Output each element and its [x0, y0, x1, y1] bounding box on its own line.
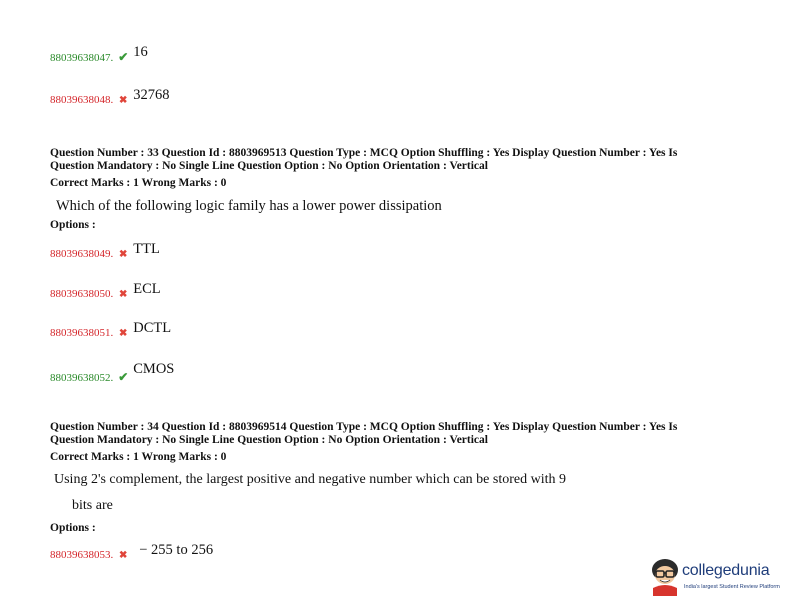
option-row: [50, 241, 160, 262]
collegedunia-logo: [648, 556, 788, 600]
check-icon: ✔: [118, 370, 129, 384]
mascot-icon: [648, 556, 682, 596]
option-id: 88039638051.: [50, 327, 114, 339]
cross-icon: ✖: [119, 289, 128, 300]
question-text: Which of the following logic family has a lower power dissipation: [56, 198, 442, 214]
logo-tagline: India's largest Student Review Platform: [684, 584, 780, 590]
meta-line: Question Number : 34 Question Id : 8803969514 Question Type : MCQ Option Shuffling : Yes Display Question Number : Yes Is: [50, 421, 678, 433]
option-id: 88039638047.: [50, 52, 114, 64]
option-id: 88039638048.: [50, 94, 114, 106]
options-label: Options :: [50, 522, 96, 534]
question-text: Using 2's complement, the largest positive and negative number which can be stored with 9: [54, 472, 566, 487]
option-text: TTL: [133, 241, 160, 257]
marks-line: Correct Marks : 1 Wrong Marks : 0: [50, 177, 227, 189]
option-id: 88039638049.: [50, 248, 114, 260]
options-label: Options :: [50, 219, 96, 231]
cross-icon: ✖: [119, 328, 128, 339]
cross-icon: ✖: [119, 249, 128, 260]
option-row: [50, 87, 170, 108]
option-id: 88039638052.: [50, 372, 114, 384]
cross-icon: ✖: [119, 550, 128, 561]
meta-line: Question Mandatory : No Single Line Question Option : No Option Orientation : Vertical: [50, 160, 488, 172]
marks-line: Correct Marks : 1 Wrong Marks : 0: [50, 451, 227, 463]
option-text: 16: [133, 44, 148, 60]
option-row: [50, 320, 172, 341]
cross-icon: ✖: [119, 95, 128, 106]
question-text: bits are: [72, 498, 113, 513]
option-row: [50, 44, 148, 66]
logo-name: collegedunia: [682, 562, 770, 579]
option-text: − 255 to 256: [139, 542, 214, 558]
option-text: DCTL: [133, 320, 172, 336]
question-meta: [50, 147, 677, 173]
option-text: ECL: [133, 281, 161, 297]
option-text: CMOS: [133, 361, 175, 377]
option-row: [50, 361, 175, 386]
option-text: 32768: [133, 87, 170, 103]
meta-line: Question Mandatory : No Single Line Question Option : No Option Orientation : Vertical: [50, 434, 488, 446]
option-row: [50, 542, 214, 563]
option-id: 88039638050.: [50, 288, 114, 300]
option-row: [50, 281, 161, 302]
question-meta: [50, 421, 677, 447]
meta-line: Question Number : 33 Question Id : 8803969513 Question Type : MCQ Option Shuffling : Yes Display Question Number : Yes Is: [50, 147, 678, 159]
check-icon: ✔: [118, 50, 129, 64]
option-id: 88039638053.: [50, 549, 114, 561]
